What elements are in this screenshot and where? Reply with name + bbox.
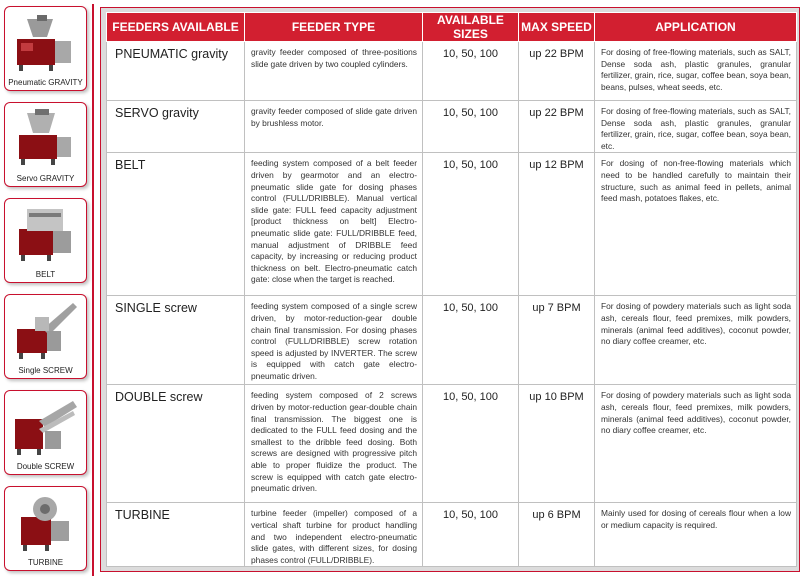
servo-gravity-feeder-machine-icon (13, 107, 77, 169)
header-available-sizes: AVAILABLE SIZES (423, 13, 519, 42)
max-speed: up 6 BPM (519, 503, 595, 567)
feeder-table (106, 12, 797, 567)
available-sizes: 10, 50, 100 (423, 42, 519, 101)
feeder-name: TURBINE (107, 503, 245, 567)
feeder-type-description: feeding system composed of 2 screws driven by motor-reduction gear-double chain final transmission. The biggest one is dedicated to the FULL feed dosing and the smallest to the dribble feed dosing. Both screws are designed with progressive pitch able to proper fluidize the product. The screw is equipped with catch gate electro-pneumatic driven. (245, 385, 423, 503)
belt-feeder-machine-icon (13, 203, 77, 265)
feeder-sidebar (0, 0, 92, 581)
header-application: APPLICATION (595, 13, 797, 42)
feeder-name: BELT (107, 153, 245, 296)
feeder-type-description: gravity feeder composed of three-positions slide gate driven by two coupled cylinders. (245, 42, 423, 101)
table-row (107, 296, 797, 385)
single-screw-feeder-machine-icon (13, 299, 77, 361)
sidebar-item-label: Single SCREW (18, 366, 73, 375)
sidebar-item-pneumatic-gravity[interactable] (4, 6, 87, 91)
available-sizes: 10, 50, 100 (423, 385, 519, 503)
header-feeders-available: FEEDERS AVAILABLE (107, 13, 245, 42)
max-speed: up 22 BPM (519, 42, 595, 101)
table-row (107, 101, 797, 153)
feeder-name: PNEUMATIC gravity (107, 42, 245, 101)
available-sizes: 10, 50, 100 (423, 503, 519, 567)
sidebar-item-label: Servo GRAVITY (16, 174, 75, 183)
available-sizes: 10, 50, 100 (423, 101, 519, 153)
double-screw-feeder-machine-icon (13, 395, 77, 457)
sidebar-item-label: Pneumatic GRAVITY (8, 78, 83, 87)
sidebar-item-belt[interactable] (4, 198, 87, 283)
table-row (107, 385, 797, 503)
table-row (107, 153, 797, 296)
sidebar-item-label: TURBINE (27, 558, 64, 567)
max-speed: up 10 BPM (519, 385, 595, 503)
max-speed: up 22 BPM (519, 101, 595, 153)
application-text: For dosing of powdery materials such as light soda ash, cereals flour, feed premixes, milk powders, minerals (animal feed additives), coconut powder, no diary coffee creamer, etc. (595, 385, 797, 503)
feeder-type-description: feeding system composed of a belt feeder driven by gearmotor and an electro-pneumatic slide gate for dosing phases control (FULL/DRIBBLE). Manual vertical slide gate: FULL feed capacity adjustment [product thickness on belt] Electro-pneumatic slide gate: FULL/DRIBBLE feed, manual adjustment of DRIBBLE feed capacity, by increasing or reducing product thickness on belt. Electro-pneumatic catch gate: close when the target is reached. (245, 153, 423, 296)
feeder-name: SERVO gravity (107, 101, 245, 153)
header-max-speed: MAX SPEED (519, 13, 595, 42)
feeder-type-description: gravity feeder composed of slide gate driven by brushless motor. (245, 101, 423, 153)
header-feeder-type: FEEDER TYPE (245, 13, 423, 42)
max-speed: up 12 BPM (519, 153, 595, 296)
sidebar-item-double-screw[interactable] (4, 390, 87, 475)
available-sizes: 10, 50, 100 (423, 296, 519, 385)
table-header-row (107, 13, 797, 42)
sidebar-item-single-screw[interactable] (4, 294, 87, 379)
sidebar-item-turbine[interactable] (4, 486, 87, 571)
sidebar-divider (92, 4, 94, 576)
available-sizes: 10, 50, 100 (423, 153, 519, 296)
table-row (107, 42, 797, 101)
pneumatic-gravity-feeder-machine-icon (13, 11, 77, 73)
table-row (107, 503, 797, 567)
feeder-type-description: feeding system composed of a single screw driven, by motor-reduction-gear double chain final transmission. For dosing phases control (FULL/DRIBBLE) screw rotation speed is adjusted by INVERTER. The screw is equipped with catch gate electro-pneumatic driven. (245, 296, 423, 385)
sidebar-item-servo-gravity[interactable] (4, 102, 87, 187)
sidebar-item-label: Double SCREW (16, 462, 75, 471)
application-text: For dosing of powdery materials such as light soda ash, cereals flour, feed premixes, milk powders, minerals (animal feed additives), coconut powder, no diary coffee creamer, etc. (595, 296, 797, 385)
application-text: For dosing of free-flowing materials, such as SALT, Dense soda ash, plastic granules, granular fertilizer, grain, rice, sugar, coffee bean, soya bean, beans, pulses, wheat seeds, etc. (595, 42, 797, 101)
feeder-name: SINGLE screw (107, 296, 245, 385)
turbine-feeder-machine-icon (13, 491, 77, 553)
max-speed: up 7 BPM (519, 296, 595, 385)
application-text: For dosing of free-flowing materials, such as SALT, Dense soda ash, plastic granules, granular fertilizer, grain, rice, sugar, coffee bean, soya bean, etc. (595, 101, 797, 153)
application-text: Mainly used for dosing of cereals flour when a low or medium capacity is required. (595, 503, 797, 567)
feeder-table-panel (100, 7, 800, 572)
sidebar-item-label: BELT (35, 270, 56, 279)
feeder-name: DOUBLE screw (107, 385, 245, 503)
feeder-type-description: turbine feeder (impeller) composed of a vertical shaft turbine for product handling and two independent electro-pneumatic slide gates, with different sizes, for dosing phases control (FULL/DRIBBLE). (245, 503, 423, 567)
application-text: For dosing of non-free-flowing materials which need to be handled carefully to maintain their structure, such as animal feed in pellets, animal feed mash, potatoes flakes, etc. (595, 153, 797, 296)
